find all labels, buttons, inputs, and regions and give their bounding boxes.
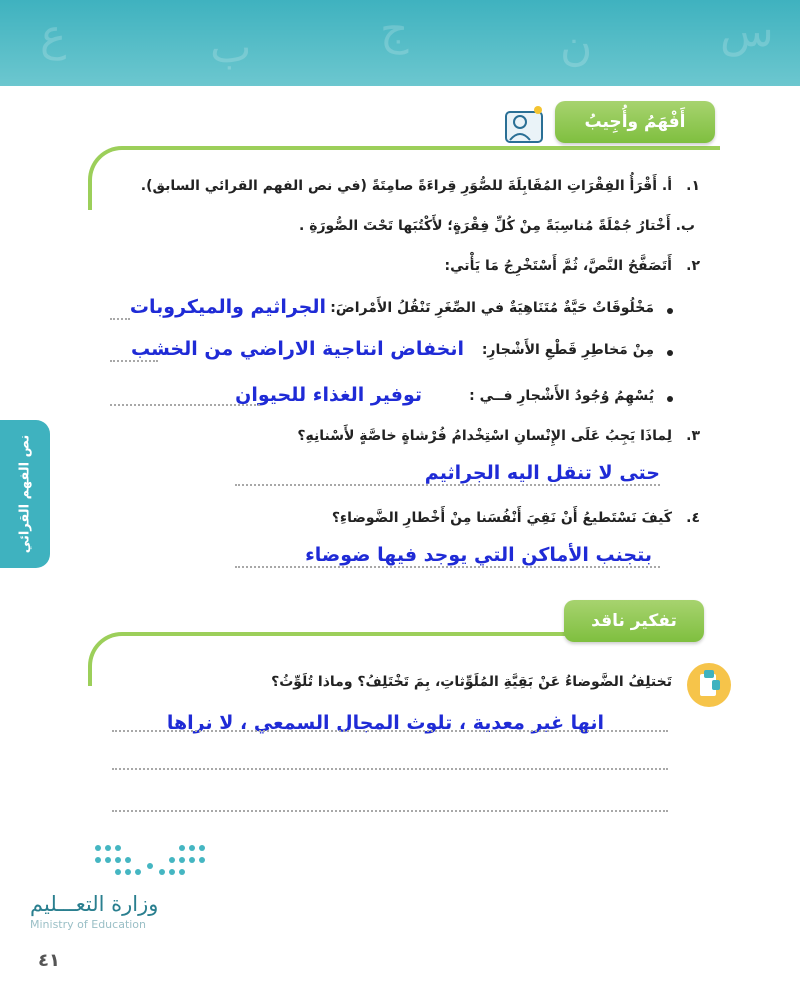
side-tab-label: نص الفهم القرائي	[17, 434, 33, 554]
bullet-3-text: يُسْهِمُ وُجُودُ الأَشْجارِ فــي :	[469, 388, 654, 404]
question-3: لِماذَا يَجِبُ عَلَى الإِنْسانِ اسْتِخْدامُ فُرْشاةٍ خاصَّةٍ لأَسْنانِهِ؟	[297, 428, 672, 444]
question-1b: ب. أَخْتارُ جُمْلَةً مُناسِبَةً مِنْ كُلِّ فِقْرَةٍ؛ لأَكْتُبَها تَحْتَ الصُّورَةِ .	[299, 218, 695, 234]
answer-line	[110, 360, 158, 362]
section-title: أَفْهَمُ وأُجِيبُ	[584, 112, 686, 132]
decor-glyph: س	[720, 6, 774, 57]
decor-glyph: ب	[210, 22, 252, 73]
question-number-4: ٤.	[686, 510, 700, 526]
bullet-2-answer: انخفاض انتاجية الاراضي من الخشب	[130, 338, 464, 360]
thinking-person-icon	[500, 104, 548, 144]
question-number-1: ١.	[686, 178, 700, 194]
question-4-answer: بتجنب الأماكن التي يوجد فيها ضوضاء	[305, 544, 652, 566]
section-title-tab	[555, 101, 715, 143]
question-3-answer: حتى لا تنقل اليه الجراثيم	[424, 462, 660, 484]
answer-line	[112, 810, 668, 812]
critical-thinking-title: تفكير ناقد	[591, 611, 677, 631]
question-1a: أ. أَقْرَأُ الفِقْرَاتِ المُقَابِلَةَ للصُّوَرِ قِراءَةً صامِتَةً (في نص الفهم القرائي السابق).	[140, 178, 672, 194]
bullet-2-text: مِنْ مَخاطِرِ قَطْعِ الأَشْجارِ:	[481, 342, 654, 358]
bullet	[667, 396, 673, 402]
answer-line	[235, 566, 660, 568]
puzzle-icon	[686, 662, 732, 708]
answer-line	[112, 730, 668, 732]
top-banner	[0, 0, 800, 86]
question-2: أَتَصَفَّحُ النَّصَّ، ثُمَّ أَسْتَخْرِجُ مَا يَأْتي:	[444, 258, 672, 274]
answer-line	[110, 318, 130, 320]
ministry-name-arabic: وزارة التعـــليم	[30, 892, 159, 916]
bullet-1-text: مَخْلُوقَاتٌ حَيَّةٌ مُتَنَاهِيَةٌ في الصِّغَرِ تَنْقُلُ الأَمْراضَ:	[330, 300, 654, 316]
ministry-logo-icon	[90, 840, 210, 880]
critical-answer: انها غير معدية ، تلوث المجال السمعي ، لا نراها	[166, 712, 604, 734]
decor-glyph: ن	[560, 20, 593, 71]
answer-line	[110, 404, 260, 406]
bullet-1-answer: الجراثيم والميكروبات	[129, 296, 326, 318]
answer-line	[235, 484, 660, 486]
critical-thinking-tab	[564, 600, 704, 642]
side-tab	[0, 420, 50, 568]
critical-question: تَختلِفُ الضَّوضاءُ عَنْ بَقِيَّةِ المُلَوِّثاتِ، بِمَ تَخْتَلِفُ؟ وماذا تُلَوِّثُ؟	[271, 674, 672, 690]
question-4: كَيفَ نَسْتَطيعُ أَنْ نَقِيَ أَنْفُسَنا مِنْ أَخْطارِ الضَّوضاءِ؟	[331, 510, 672, 526]
bullet	[667, 308, 673, 314]
bullet	[667, 350, 673, 356]
ministry-name-english: Ministry of Education	[30, 918, 147, 931]
decor-glyph: ج	[380, 4, 409, 55]
decor-glyph: ع	[40, 10, 67, 61]
answer-line	[112, 768, 668, 770]
question-number-2: ٢.	[686, 258, 700, 274]
page-number: ٤١	[38, 950, 60, 971]
bullet-3-answer: توفير الغذاء للحيوان	[235, 384, 422, 406]
question-number-3: ٣.	[686, 428, 700, 444]
